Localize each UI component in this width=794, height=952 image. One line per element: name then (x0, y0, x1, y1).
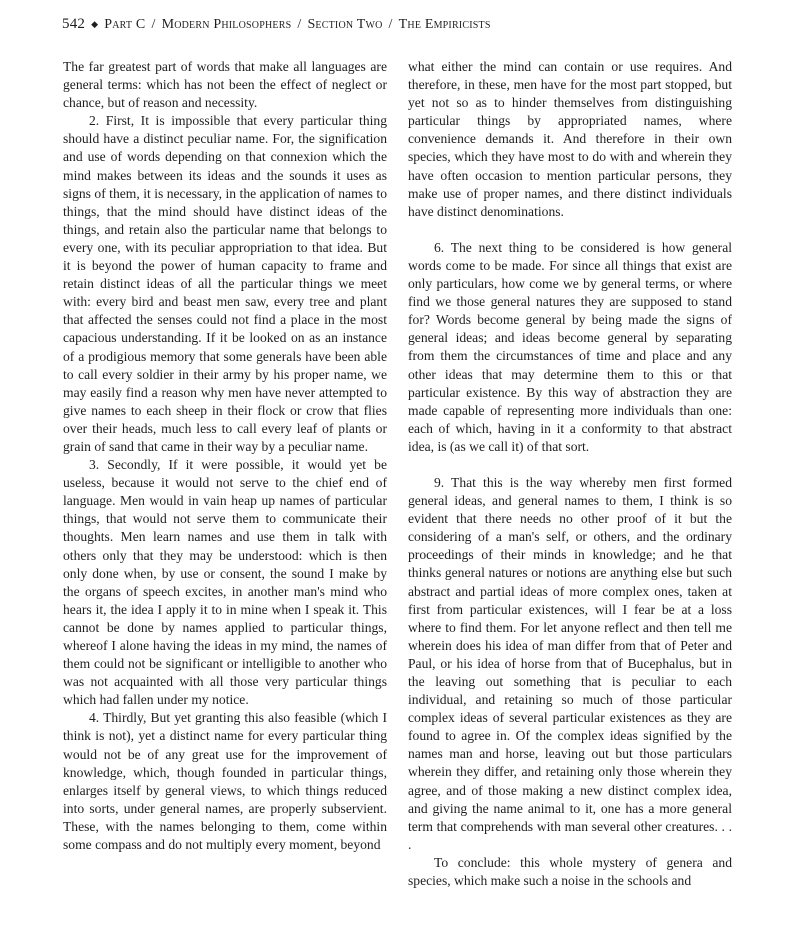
right-column (408, 58, 732, 890)
left-column (63, 58, 387, 854)
paragraph-7: 9. That this is the way whereby men first formed general ideas, and general names to them, I think is so evident that there needs no other proof of it but the considering of a man's self, or others, and the ordinary proceedings of their minds in knowledge; and he that thinks general natures or notions are anything else but such abstract and partial ideas of more complex ones, taken at first from particular existences, will I fear be at a loss where to find them. For let anyone reflect and then tell me wherein does his idea of man differ from that of Peter and Paul, or his idea of horse from that of Bucephalus, but in the leaving out something that is peculiar to each individual, and retaining so much of those particular complex ideas of several particular existences as they are found to agree in. Of the complex ideas signified by the names man and horse, leaving out but those particulars wherein they differ, and retaining only those wherein they agree, and of those making a new distinct complex idea, and giving the name animal to it, one has a more general term that comprehends with man several other creatures. . . . (408, 474, 732, 852)
paragraph-4: 4. Thirdly, But yet granting this also feasible (which I think is not), yet a distinct name for every particular thing would not be of any great use for the improvement of knowledge, which, though founded in particular things, enlarges itself by general views, to which things reduced into sorts, under general names, are properly subservient. These, with the names belonging to them, come within some compass and do not multiply every moment, beyond (63, 710, 387, 853)
header-part: Part C (104, 17, 146, 32)
paragraph-6: 6. The next thing to be considered is how general words come to be made. For since all things that exist are only particulars, how come we by general terms, or where find we those general natures they are supposed to stand for? Words become general by being made the signs of general ideas; and ideas become general by separating from them the circumstances of time and place and any other ideas that may determine them to this or that particular existence. By this way of abstraction they are made capable of representing more individuals than one: each of which, having in it a conformity to that abstract idea, is (as we call it) of that sort. (408, 239, 732, 454)
paragraph-2: 2. First, It is impossible that every particular thing should have a distinct peculiar name. For, the signification and use of words depending on that connexion which the mind makes between its ideas and the sounds it uses as signs of them, it is necessary, in the application of names to things, that the mind should have distinct ideas of the things, and retain also the particular name that belongs to every one, with its peculiar appropriation to that idea. But it is beyond the power of human capacity to frame and retain distinct ideas of all the particular things we meet with: every bird and beast men saw, every tree and plant that affected the senses could not find a place in the most capacious understanding. If it be looked on as an instance of a prodigious memory that some generals have been able to call every soldier in their army by his proper name, we may easily find a reason why men have never attempted to give names to each sheep in their flock or crow that flies over their heads, much less to call every leaf of plants or grain of sand that came in their way by a peculiar name. (63, 113, 387, 454)
running-header (62, 16, 742, 38)
diamond-ornament-icon: ◆ (91, 19, 99, 29)
paragraph-5: what either the mind can contain or use requires. And therefore, in these, men have for the most part stopped, but yet not so as to hinder themselves from distinguishing particular things by appropriated names, where convenience demands it. And therefore in their own species, which they have most to do with and wherein they have often occasion to mention particular persons, they make use of proper names, and there distinct individuals have distinct denominations. (408, 59, 732, 219)
header-separator: / (297, 17, 302, 32)
header-subsection: Section Two (307, 17, 383, 32)
header-separator: / (388, 17, 393, 32)
paragraph-3: 3. Secondly, If it were possible, it would yet be useless, because it would not serve to the chief end of language. Men would in vain heap up names of particular things, that would not serve them to communicate their thoughts. Men learn names and use them in talk with others only that they may be understood: which is then only done when, by use or consent, the sound I make by the organs of speech excites, in another man's mind who hears it, the idea I apply it to in mine when I speak it. This cannot be done by names applied to particular things, whereof I alone having the ideas in my mind, the names of them could not be significant or intelligible to another who was not acquainted with all those very particular things which had fallen under my notice. (63, 457, 387, 708)
header-separator: / (151, 17, 156, 32)
header-chapter: The Empiricists (398, 17, 491, 32)
page-number: 542 (62, 16, 86, 32)
header-section: Modern Philosophers (161, 17, 292, 32)
paragraph-8: To conclude: this whole mystery of genera and species, which make such a noise in the schools and (408, 854, 732, 889)
paragraph-1: The far greatest part of words that make all languages are general terms: which has not been the effect of neglect or chance, but of reason and necessity. (63, 59, 387, 111)
